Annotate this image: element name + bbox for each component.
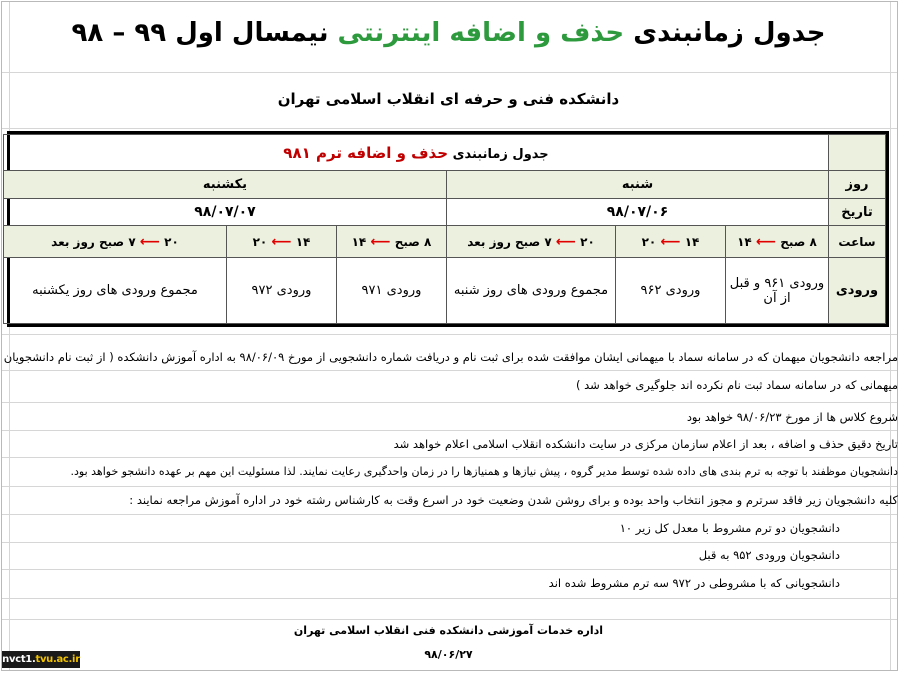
time-slot: ۸ صبح ⟵ ۱۴ xyxy=(726,226,829,258)
entry-cell: مجموع ورودی های روز شنبه xyxy=(447,258,616,324)
entry-cell: ورودی ۹۷۱ xyxy=(337,258,447,324)
day-saturday: شنبه xyxy=(447,171,829,199)
arrow-icon: ⟵ xyxy=(660,233,681,250)
entry-cell: ورودی ۹۷۲ xyxy=(227,258,337,324)
row-label-day: روز xyxy=(829,171,886,199)
entry-cell: ورودی ۹۶۱ و قبل از آن xyxy=(726,258,829,324)
page-title xyxy=(0,18,897,48)
grid-line xyxy=(2,569,897,570)
arrow-icon: ⟵ xyxy=(139,233,160,250)
note-line: دانشجویان دو ترم مشروط با معدل کل زیر ۱۰ xyxy=(619,521,840,535)
note-line: دانشجویان موظفند با توجه به ترم بندی های داده شده توسط مدیر گروه ، پیش نیازها و همنیازها را در زمان واحدگیری رعایت نمایند. لذا مسئولیت این مهم بر عهده دانشجو خواهد بود. xyxy=(70,465,898,478)
grid-line xyxy=(2,128,897,129)
grid-line xyxy=(2,598,897,599)
grid-line xyxy=(2,457,897,458)
time-slot: ۲۰ ⟵ ۷ صبح روز بعد xyxy=(3,226,226,258)
footer-office: اداره خدمات آموزشی دانشکده فنی انقلاب اسلامی تهران xyxy=(293,624,604,637)
schedule-table xyxy=(7,131,889,327)
time-slot: ۸ صبح ⟵ ۱۴ xyxy=(337,226,447,258)
note-line: مراجعه دانشجویان میهمان که در سامانه سماد با میهمانی ایشان موافقت شده برای ثبت نام و دریافت شماره دانشجویی از مورخ ۹۸/۰۶/۰۹ به اداره آموزش دانشکده ( از ثبت نام دانشجویان xyxy=(3,350,898,364)
grid-line xyxy=(2,514,897,515)
schedule-caption xyxy=(3,135,828,171)
title-part1: جدول زمانبندی xyxy=(633,18,826,48)
caption-small: جدول زمانبندی xyxy=(452,146,549,162)
site-watermark: nvct1. tvu.ac.ir xyxy=(2,651,80,668)
corner-cell xyxy=(829,135,886,171)
grid-line xyxy=(2,430,897,431)
note-line: شروع کلاس ها از مورخ ۹۸/۰۶/۲۳ خواهد بود xyxy=(686,410,898,424)
row-label-entries: ورودی xyxy=(829,258,886,324)
title-part2: نیمسال اول ۹۹ – ۹۸ xyxy=(71,18,329,48)
day-sunday: یکشنبه xyxy=(3,171,446,199)
title-highlight: حذف و اضافه اینترنتی xyxy=(337,18,625,48)
date-sunday: ۹۸/۰۷/۰۷ xyxy=(3,199,446,226)
grid-line xyxy=(2,402,897,403)
note-line: دانشجویانی که با مشروطی در ۹۷۲ سه ترم مشروط شده اند xyxy=(548,576,840,590)
grid-line xyxy=(2,542,897,543)
date-saturday: ۹۸/۰۷/۰۶ xyxy=(447,199,829,226)
row-label-date: تاریخ xyxy=(829,199,886,226)
caption-red: حذف و اضافه ترم ۹۸۱ xyxy=(283,143,449,162)
note-line: میهمانی که در سامانه سماد ثبت نام نکرده اند جلوگیری خواهد شد ) xyxy=(575,378,898,392)
arrow-icon: ⟵ xyxy=(555,233,576,250)
footer-date: ۹۸/۰۶/۲۷ xyxy=(424,648,473,661)
time-slot: ۱۴ ⟵ ۲۰ xyxy=(227,226,337,258)
note-line: دانشجویان ورودی ۹۵۲ به قبل xyxy=(698,548,840,562)
grid-line xyxy=(2,72,897,73)
entry-cell: مجموع ورودی های روز یکشنبه xyxy=(3,258,226,324)
grid-line xyxy=(2,486,897,487)
arrow-icon: ⟵ xyxy=(271,233,292,250)
row-label-time: ساعت xyxy=(829,226,886,258)
grid-line xyxy=(2,334,897,335)
note-line: تاریخ دقیق حذف و اضافه ، بعد از اعلام سازمان مرکزی در سایت دانشکده انقلاب اسلامی اعلام خواهد شد xyxy=(393,437,898,451)
time-slot: ۱۴ ⟵ ۲۰ xyxy=(616,226,726,258)
arrow-icon: ⟵ xyxy=(370,233,391,250)
page-subtitle: دانشکده فنی و حرفه ای انقلاب اسلامی تهران xyxy=(277,90,620,108)
entry-cell: ورودی ۹۶۲ xyxy=(616,258,726,324)
time-slot: ۲۰ ⟵ ۷ صبح روز بعد xyxy=(447,226,616,258)
arrow-icon: ⟵ xyxy=(755,233,777,250)
grid-line xyxy=(2,619,897,620)
note-line: کلیه دانشجویان زیر فاقد سرترم و مجوز انتخاب واحد بوده و برای روشن شدن وضعیت خود در اسرع وقت به کارشناس رشته خود در اداره آموزش مراجعه نمایند : xyxy=(129,493,898,507)
grid-line xyxy=(2,370,897,371)
